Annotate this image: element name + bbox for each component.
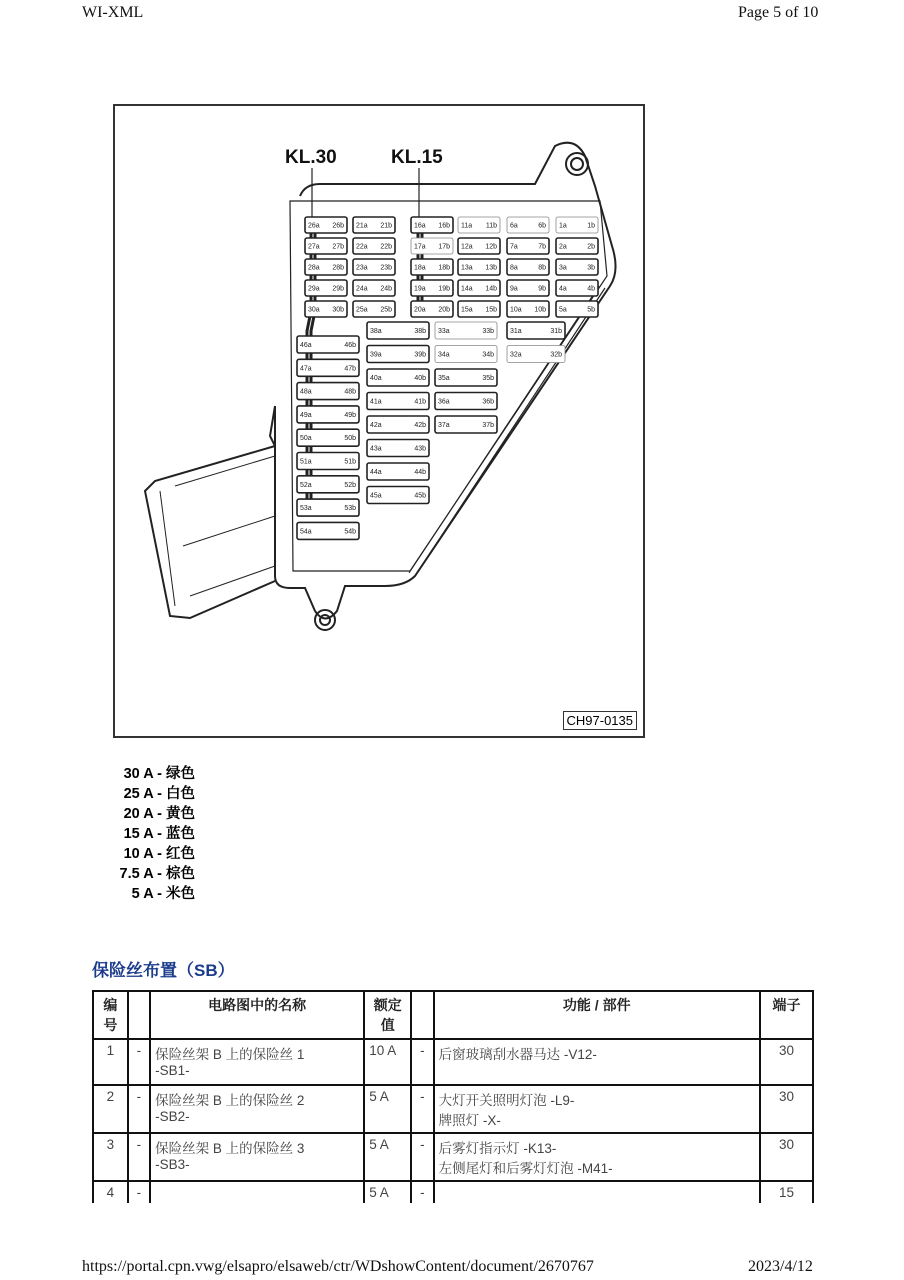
- svg-text:17b: 17b: [438, 243, 450, 251]
- legend-row: 10 A - 红色: [123, 846, 195, 862]
- legend-row: 25 A - 白色: [123, 786, 195, 802]
- svg-text:1b: 1b: [587, 222, 595, 230]
- svg-text:23a: 23a: [356, 264, 368, 272]
- svg-text:6a: 6a: [510, 222, 518, 230]
- svg-text:4a: 4a: [559, 285, 567, 293]
- svg-text:3a: 3a: [559, 264, 567, 272]
- svg-text:38a: 38a: [370, 328, 382, 335]
- svg-text:35b: 35b: [482, 375, 494, 382]
- svg-text:37a: 37a: [438, 422, 450, 429]
- svg-text:9a: 9a: [510, 285, 518, 293]
- legend-row: 20 A - 黄色: [123, 806, 195, 822]
- svg-text:46a: 46a: [300, 342, 312, 349]
- svg-text:9b: 9b: [538, 285, 546, 293]
- header-num: 编号: [93, 991, 128, 1039]
- svg-text:54a: 54a: [300, 528, 312, 536]
- svg-text:12a: 12a: [461, 243, 473, 251]
- svg-text:49a: 49a: [300, 411, 312, 419]
- function-cell: 后雾灯指示灯 -K13- 左侧尾灯和后雾灯灯泡 -M41-: [434, 1133, 760, 1181]
- svg-text:21b: 21b: [380, 222, 392, 230]
- svg-text:15a: 15a: [461, 306, 473, 314]
- svg-text:11a: 11a: [461, 222, 473, 230]
- svg-text:32a: 32a: [510, 351, 522, 359]
- svg-text:30a: 30a: [308, 306, 320, 314]
- svg-text:44a: 44a: [370, 469, 382, 476]
- svg-text:22a: 22a: [356, 243, 368, 251]
- function-cell: 后窗玻璃刮水器马达 -V12-: [434, 1039, 760, 1085]
- svg-text:8b: 8b: [538, 264, 546, 272]
- svg-text:19b: 19b: [438, 285, 450, 293]
- fuse-name-cell: 保险丝架 B 上的保险丝 3 -SB3-: [150, 1133, 364, 1181]
- header-blank: [411, 991, 433, 1039]
- svg-text:3b: 3b: [587, 264, 595, 272]
- table-header-row: [93, 991, 813, 1039]
- svg-text:40a: 40a: [370, 375, 382, 382]
- fuse-name-cell: 保险丝架 B 上的保险丝 1 -SB1-: [150, 1039, 364, 1085]
- svg-text:19a: 19a: [414, 285, 426, 293]
- svg-text:41a: 41a: [370, 398, 382, 406]
- svg-text:53a: 53a: [300, 505, 312, 513]
- svg-text:43a: 43a: [370, 445, 382, 453]
- svg-text:20a: 20a: [414, 306, 426, 314]
- svg-text:2a: 2a: [559, 243, 567, 251]
- svg-text:49b: 49b: [344, 411, 356, 419]
- svg-text:17a: 17a: [414, 243, 426, 251]
- function-cell: 大灯开关照明灯泡 -L9- 牌照灯 -X-: [434, 1085, 760, 1133]
- svg-text:51b: 51b: [344, 458, 356, 466]
- svg-text:10b: 10b: [534, 306, 546, 314]
- svg-text:21a: 21a: [356, 222, 368, 230]
- svg-text:23b: 23b: [380, 264, 392, 272]
- fuse-assignment-table: [92, 990, 814, 1203]
- svg-text:40b: 40b: [414, 375, 426, 382]
- svg-text:33a: 33a: [438, 328, 450, 335]
- svg-text:22b: 22b: [380, 243, 392, 251]
- svg-text:20b: 20b: [438, 306, 450, 314]
- footer-date: 2023/4/12: [748, 1258, 813, 1275]
- svg-text:43b: 43b: [414, 445, 426, 453]
- kl15-label: KL.15: [391, 147, 443, 168]
- svg-text:29a: 29a: [308, 285, 320, 293]
- footer-url: https://portal.cpn.vwg/elsapro/elsaweb/ctr/WDshowContent/document/2670767: [82, 1258, 594, 1275]
- svg-text:25b: 25b: [380, 306, 392, 314]
- svg-text:42b: 42b: [414, 422, 426, 429]
- svg-text:45a: 45a: [370, 492, 382, 500]
- svg-text:13a: 13a: [461, 264, 473, 272]
- svg-text:37b: 37b: [482, 422, 494, 429]
- svg-text:14a: 14a: [461, 285, 473, 293]
- table-row: 3 - 保险丝架 B 上的保险丝 3 -SB3- 5 A - 后雾灯指示灯 -K13- 左侧尾灯和后雾灯灯泡 -M41- 30: [93, 1133, 813, 1181]
- kl30-label: KL.30: [285, 147, 337, 168]
- svg-text:8a: 8a: [510, 264, 518, 272]
- svg-text:16b: 16b: [438, 222, 450, 230]
- section-title: 保险丝布置（SB）: [92, 961, 235, 980]
- svg-text:13b: 13b: [485, 264, 497, 272]
- svg-text:34b: 34b: [482, 351, 494, 359]
- svg-text:18a: 18a: [414, 264, 426, 272]
- svg-text:1a: 1a: [559, 222, 567, 230]
- svg-text:14b: 14b: [485, 285, 497, 293]
- svg-text:31a: 31a: [510, 328, 522, 335]
- svg-text:6b: 6b: [538, 222, 546, 230]
- svg-text:32b: 32b: [550, 351, 562, 359]
- svg-text:52b: 52b: [344, 481, 356, 489]
- svg-text:41b: 41b: [414, 398, 426, 406]
- svg-text:36b: 36b: [482, 398, 494, 406]
- svg-text:4b: 4b: [587, 285, 595, 293]
- svg-text:18b: 18b: [438, 264, 450, 272]
- fuse-box-drawing: [115, 106, 643, 736]
- svg-text:16a: 16a: [414, 222, 426, 230]
- svg-text:26b: 26b: [332, 222, 344, 230]
- fuse-name-cell: 保险丝架 B 上的保险丝 2 -SB2-: [150, 1085, 364, 1133]
- fuse-color-legend: [92, 764, 195, 904]
- header-function: 功能 / 部件: [434, 991, 760, 1039]
- svg-text:24a: 24a: [356, 285, 368, 293]
- svg-text:5a: 5a: [559, 306, 567, 314]
- legend-row: 30 A - 绿色: [123, 766, 195, 782]
- svg-text:27a: 27a: [308, 243, 320, 251]
- legend-row: 7.5 A - 棕色: [119, 866, 195, 882]
- svg-text:39b: 39b: [414, 351, 426, 359]
- svg-text:7a: 7a: [510, 243, 518, 251]
- figure-code: CH97-0135: [563, 711, 638, 730]
- svg-text:42a: 42a: [370, 422, 382, 429]
- svg-text:48b: 48b: [344, 388, 356, 396]
- svg-text:5b: 5b: [587, 306, 595, 314]
- svg-text:12b: 12b: [485, 243, 497, 251]
- svg-text:54b: 54b: [344, 528, 356, 536]
- svg-text:48a: 48a: [300, 388, 312, 396]
- header-page-number: Page 5 of 10: [738, 4, 819, 21]
- svg-text:30b: 30b: [332, 306, 344, 314]
- svg-text:38b: 38b: [414, 328, 426, 335]
- svg-text:53b: 53b: [344, 505, 356, 513]
- svg-text:28b: 28b: [332, 264, 344, 272]
- svg-text:50a: 50a: [300, 435, 312, 443]
- svg-text:25a: 25a: [356, 306, 368, 314]
- svg-text:7b: 7b: [538, 243, 546, 251]
- svg-text:2b: 2b: [587, 243, 595, 251]
- svg-text:44b: 44b: [414, 469, 426, 476]
- svg-text:15b: 15b: [485, 306, 497, 314]
- svg-text:45b: 45b: [414, 492, 426, 500]
- table-row: 2 - 保险丝架 B 上的保险丝 2 -SB2- 5 A - 大灯开关照明灯泡 -L9- 牌照灯 -X- 30: [93, 1085, 813, 1133]
- svg-text:24b: 24b: [380, 285, 392, 293]
- svg-text:33b: 33b: [482, 328, 494, 335]
- header-doc-type: WI-XML: [82, 4, 144, 21]
- table-row: 4 - 5 A - 15: [93, 1181, 813, 1203]
- svg-text:34a: 34a: [438, 351, 450, 359]
- header-blank: [128, 991, 150, 1039]
- svg-text:28a: 28a: [308, 264, 320, 272]
- svg-text:51a: 51a: [300, 458, 312, 466]
- header-name: 电路图中的名称: [150, 991, 364, 1039]
- header-rating: 额定值: [364, 991, 411, 1039]
- svg-text:10a: 10a: [510, 306, 522, 314]
- svg-text:31b: 31b: [550, 328, 562, 335]
- svg-text:47a: 47a: [300, 365, 312, 373]
- header-terminal: 端子: [760, 991, 813, 1039]
- svg-text:46b: 46b: [344, 342, 356, 349]
- legend-row: 5 A - 米色: [131, 886, 195, 902]
- svg-text:27b: 27b: [332, 243, 344, 251]
- svg-text:52a: 52a: [300, 481, 312, 489]
- svg-text:50b: 50b: [344, 435, 356, 443]
- fuse-box-diagram: [113, 104, 645, 738]
- svg-text:26a: 26a: [308, 222, 320, 230]
- svg-text:47b: 47b: [344, 365, 356, 373]
- svg-text:36a: 36a: [438, 398, 450, 406]
- svg-text:11b: 11b: [485, 222, 497, 230]
- svg-text:29b: 29b: [332, 285, 344, 293]
- svg-text:39a: 39a: [370, 351, 382, 359]
- table-row: 1 - 保险丝架 B 上的保险丝 1 -SB1- 10 A - 后窗玻璃刮水器马达 -V12- 30: [93, 1039, 813, 1085]
- legend-row: 15 A - 蓝色: [123, 826, 195, 842]
- svg-text:35a: 35a: [438, 375, 450, 382]
